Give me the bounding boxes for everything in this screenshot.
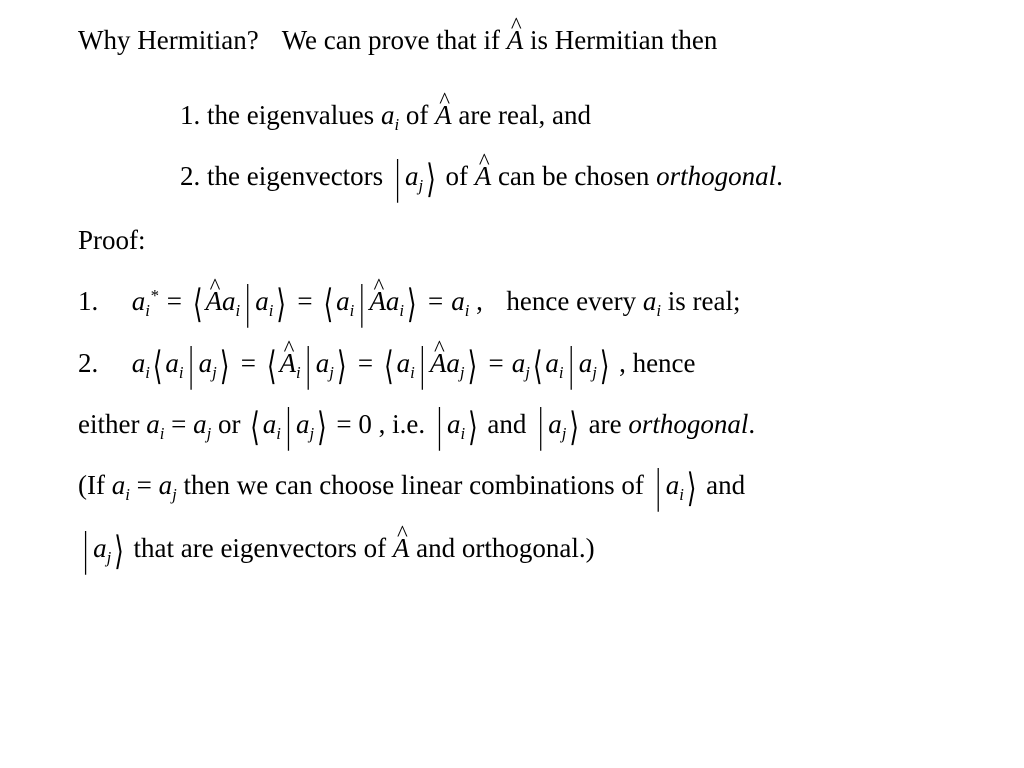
equation-two: $a_i$ ⟨ $a_i$ | $a_j$ ⟩ = ⟨^ $A_i$ | $a_j$ ⟩ = ⟨ $a_i$ |^ $Aa_j$ ⟩ = $a_j$ ⟨ $a_i$ | $a_j$ ⟩ <box>132 348 613 378</box>
item-two-text: 2. the eigenvectors <box>180 161 384 191</box>
paren-line-one: (If $a_i = a_j$ then we can choose linear combinations of | $a_i$ ⟩ and <box>78 462 746 512</box>
proof-either-line: either $a_i = a_j$ or ⟨ $a_i$ | $a_j$ ⟩ = 0 , i.e. | $a_i$ ⟩ and | $a_j$ ⟩ are orthogonal. <box>78 401 756 451</box>
proof-step-one: 1. $a_i^*$ = ⟨^ $Aa_i$ | $a_i$ ⟩ = ⟨ $a_i$ |^ $Aa_i$ ⟩ = $a_i$ , hence every $a_i$ is real; <box>78 283 740 322</box>
proof-heading: Proof: <box>78 225 146 255</box>
inner-product-zero: ⟨ $a_i$ | $a_j$ ⟩ <box>250 401 327 451</box>
step-two-text: hence <box>632 348 696 378</box>
item-one-of: of <box>405 100 429 130</box>
operator-a-hat: ^ A <box>475 158 492 194</box>
intro-line <box>78 22 717 58</box>
operator-a-hat: ^ A <box>507 22 524 58</box>
eigenvalue-symbol: $a_i$ <box>380 100 400 134</box>
intro-prove: We can prove that if <box>281 25 500 55</box>
item-two: 2. the eigenvectors | $a_j$ ⟩ of ^ A can be chosen orthogonal. <box>180 158 783 197</box>
operator-a-hat: ^ A <box>393 530 410 566</box>
item-two-chosen: can be chosen <box>497 161 650 191</box>
item-two-of: of <box>445 161 468 191</box>
step-one-text: hence every <box>506 286 637 316</box>
paren-line-two: | $a_j$ ⟩ that are eigenvectors of ^ A and orthogonal.) <box>78 530 595 569</box>
step-two-number: 2. <box>78 348 99 378</box>
step-one-number: 1. <box>78 286 99 316</box>
item-one <box>180 97 591 133</box>
proof-step-two: 2. $a_i$ ⟨ $a_i$ | $a_j$ ⟩ = ⟨^ $A_i$ | $a_j$ ⟩ = ⟨ $a_i$ |^ $Aa_j$ ⟩ = $a_j$ ⟨ $a_i$ | $a_j$ ⟩ , hence <box>78 345 696 384</box>
intro-tail: is Hermitian then <box>529 25 718 55</box>
item-one-tail: are real, and <box>458 100 591 130</box>
item-one-text: 1. the eigenvalues <box>180 100 375 130</box>
intro-lead: Why Hermitian? <box>78 25 259 55</box>
equation-one: $a_i^*$ = ⟨^ $Aa_i$ | $a_i$ ⟩ = ⟨ $a_i$ |^ $Aa_i$ ⟩ = $a_i$ <box>132 286 470 316</box>
item-two-orthogonal: orthogonal <box>656 161 777 191</box>
operator-a-hat: ^ A <box>435 97 452 133</box>
